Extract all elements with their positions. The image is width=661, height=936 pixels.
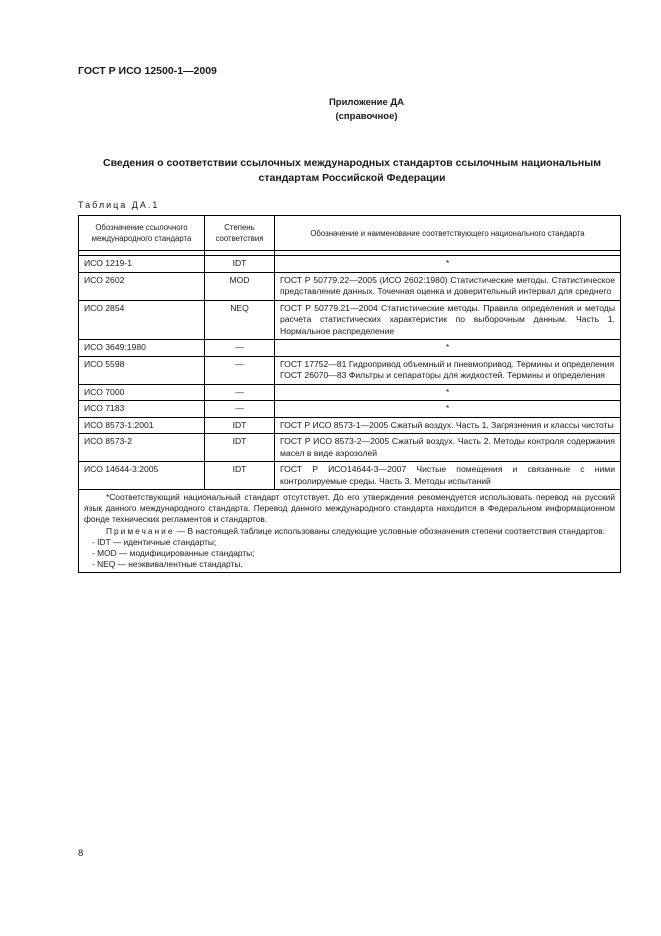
- annex-title: Приложение ДА: [328, 97, 405, 108]
- note-label: Примечание: [106, 525, 175, 536]
- degree-cell: IDT: [205, 417, 275, 434]
- header-degree: Степень соответствия: [205, 216, 275, 251]
- legend-item-neq: - NEQ — неэквивалентные стандарты.: [92, 559, 243, 570]
- table-label: Таблица ДА.1: [78, 200, 160, 210]
- national-standard-cell: [275, 356, 621, 384]
- document-code: ГОСТ Р ИСО 12500-1—2009: [78, 65, 217, 77]
- degree-cell: —: [205, 384, 275, 401]
- intl-standard-cell: ИСО 5598: [79, 356, 205, 384]
- national-standard-cell: ГОСТ Р ИСО14644-3—2007 Чистые помещения и связанные с ними контролируемые среды. Часть 3. Методы испытаний: [275, 462, 621, 490]
- national-standard-cell: *: [275, 340, 621, 357]
- national-standard-cell: *: [275, 384, 621, 401]
- table-row: [79, 434, 621, 462]
- national-standard-line: ГОСТ 26070—83 Фильтры и сепараторы для жидкостей. Термины и определения: [280, 370, 605, 380]
- degree-cell: —: [205, 356, 275, 384]
- footnote-note: [84, 526, 615, 537]
- intl-standard-cell: ИСО 7183: [79, 401, 205, 418]
- table-row: [79, 401, 621, 418]
- table-row: [79, 272, 621, 300]
- correspondence-table: [78, 215, 621, 573]
- legend-item-idt: - IDT — идентичные стандарты;: [92, 536, 217, 547]
- degree-cell: IDT: [205, 462, 275, 490]
- table-row: [79, 384, 621, 401]
- note-text: — В настоящей таблице использованы следующие условные обозначения степени соответствия стандартов:: [174, 525, 606, 536]
- degree-cell: —: [205, 340, 275, 357]
- table-footnote-row: [79, 490, 621, 573]
- national-standard-cell: ГОСТ Р 50779.21—2004 Статистические методы. Правила определения и методы расчета статистических характеристик по выборочным данным. Часть 1. Нормальное распределение: [275, 300, 621, 340]
- degree-cell: IDT: [205, 256, 275, 273]
- table-row: [79, 356, 621, 384]
- table-footnote: [79, 490, 621, 573]
- intl-standard-cell: ИСО 8573-2: [79, 434, 205, 462]
- table-row: [79, 300, 621, 340]
- table-row: [79, 462, 621, 490]
- degree-cell: —: [205, 401, 275, 418]
- national-standard-line: ГОСТ 17752—81 Гидропривод объемный и пневмопривод. Термины и определения: [280, 358, 615, 369]
- degree-cell: MOD: [205, 272, 275, 300]
- legend-item-mod: - MOD — модифицированные стандарты;: [92, 548, 255, 559]
- intl-standard-cell: ИСО 14644-3:2005: [79, 462, 205, 490]
- header-national-standard: Обозначение и наименование соответствующего национального стандарта: [275, 216, 621, 251]
- intl-standard-cell: ИСО 7000: [79, 384, 205, 401]
- national-standard-cell: ГОСТ Р 50779.22—2005 (ИСО 2602:1980) Статистические методы. Статистическое представление данных. Точечная оценка и доверительный интервал для среднего: [275, 272, 621, 300]
- intl-standard-cell: ИСО 2854: [79, 300, 205, 340]
- table-row: [79, 256, 621, 273]
- intl-standard-cell: ИСО 1219-1: [79, 256, 205, 273]
- intl-standard-cell: ИСО 2602: [79, 272, 205, 300]
- table-row: [79, 340, 621, 357]
- national-standard-cell: ГОСТ Р ИСО 8573-2—2005 Сжатый воздух. Часть 2. Методы контроля содержания масел в виде аэрозолей: [275, 434, 621, 462]
- degree-cell: IDT: [205, 434, 275, 462]
- national-standard-cell: *: [275, 401, 621, 418]
- annex-subtitle: (справочное): [335, 111, 398, 122]
- intl-standard-cell: ИСО 3649:1980: [79, 340, 205, 357]
- intl-standard-cell: ИСО 8573-1:2001: [79, 417, 205, 434]
- table-row: [79, 417, 621, 434]
- footnote-star: *Соответствующий национальный стандарт отсутствует. До его утверждения рекомендуется использовать перевод на русский язык данного международного стандарта. Перевод данного международного стандарта находится в Федеральном информационном фонде технических регламентов и стандартов.: [84, 492, 615, 525]
- degree-cell: NEQ: [205, 300, 275, 340]
- table-header-row: [79, 216, 621, 251]
- page-number: 8: [78, 848, 84, 859]
- national-standard-cell: *: [275, 256, 621, 273]
- header-intl-standard: Обозначение ссылочного международного стандарта: [79, 216, 205, 251]
- section-title: Сведения о соответствии ссылочных международных стандартов ссылочным национальным стандартам Российской Федерации: [103, 157, 601, 184]
- national-standard-cell: ГОСТ Р ИСО 8573-1—2005 Сжатый воздух. Часть 1. Загрязнения и классы чистоты: [275, 417, 621, 434]
